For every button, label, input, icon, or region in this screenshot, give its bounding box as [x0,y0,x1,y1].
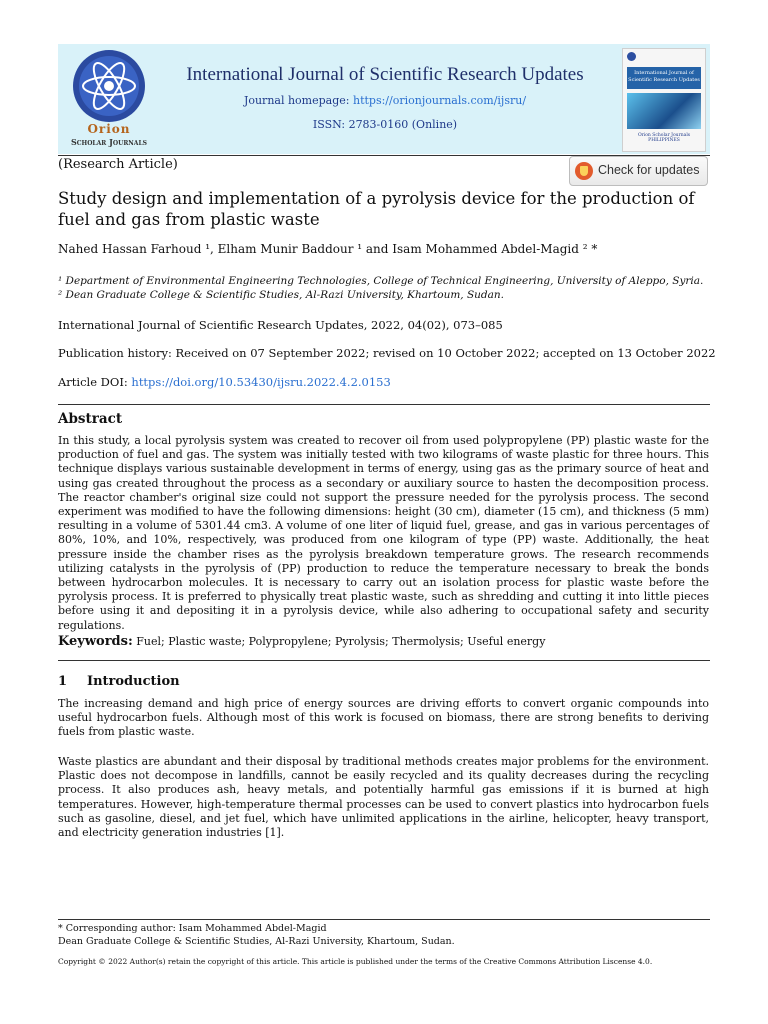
copyright-notice: Copyright © 2022 Author(s) retain the copyright of this article. This article is published under the terms of the Creative Commons Attribution Liscense 4.0. [58,957,653,966]
affiliation-2: ² Dean Graduate College & Scientific Studies, Al-Razi University, Khartoum, Sudan. [58,289,504,301]
check-for-updates-label: Check for updates [598,163,700,177]
author-list: Nahed Hassan Farhoud ¹, Elham Munir Baddour ¹ and Isam Mohammed Abdel-Magid ² * [58,242,598,256]
homepage-label: Journal homepage: [243,94,353,107]
orion-atom-icon [71,48,147,124]
crossmark-icon [575,162,593,180]
corresponding-author-affiliation: Dean Graduate College & Scientific Studies, Al-Razi University, Khartoum, Sudan. [58,936,455,947]
abstract-text: In this study, a local pyrolysis system was created to recover oil from used polypropylene (PP) plastic waste for the production of fuel and gas. The system was initially tested with two kilograms of waste plastic for three hours. This technique displays various sustainable development in terms of energy, using gas as the primary source of heat and using gas created throughout the process as a secondary or auxiliary source to hasten the decomposition process. The reactor chamber's original size could not support the pressure needed for the pyrolysis process. The second experiment was modified to have the following dimensions: height (30 cm), diameter (15 cm), and thickness (5 mm) resulting in a volume of 5301.44 cm3. A volume of one liter of liquid fuel, grease, and gas in various percentages of 80%, 10%, and 10%, respectively, was produced from one kilogram of type (PP) waste. Additionally, the heat pressure inside the chamber rises as the pyrolysis breakdown temperature grows. The research recommends utilizing catalysts in the pyrolysis of (PP) production to reduce the temperature necessary to break the bonds between hydrocarbon molecules. It is necessary to carry out an isolation process for plastic waste before the pyrolysis process. It is preferred to physically treat plastic waste, such as shredding and cutting it into little pieces before using it and depositing it in a pyrolysis device, while also adhering to occupational safety and security regulations. [58,434,709,632]
journal-cover [622,48,706,152]
abstract-heading: Abstract [58,411,123,427]
article-type: (Research Article) [58,157,178,172]
cover-image [627,93,701,129]
introduction-paragraph-1: The increasing demand and high price of energy sources are driving efforts to convert organic compounds into useful hydrocarbon fuels. Although most of this work is focused on biomass, there are strong benefits to deriving fuels from plastic waste. [58,697,709,739]
affiliation-1: ¹ Department of Environmental Engineering Technologies, College of Technical Engineering, University of Aleppo, Syria. [58,275,704,287]
keywords [58,634,545,649]
footnote-divider [58,919,710,920]
cover-title: International Journal of Scientific Research Updates [627,67,701,89]
cover-seal-icon [627,52,636,61]
corresponding-author: * Corresponding author: Isam Mohammed Abdel-Magid [58,923,327,934]
section-title: Introduction [87,674,180,689]
keywords-label: Keywords: [58,634,133,649]
publisher-logo [66,48,152,148]
article-title: Study design and implementation of a pyrolysis device for the production of fuel and gas from plastic waste [58,189,695,229]
keywords-list: Fuel; Plastic waste; Polypropylene; Pyrolysis; Thermolysis; Useful energy [132,635,546,648]
article-doi [58,375,391,389]
doi-link[interactable]: https://doi.org/10.53430/ijsru.2022.4.2.0153 [131,375,391,389]
journal-title: International Journal of Scientific Research Updates [186,64,584,85]
issn: ISSN: 2783-0160 (Online) [312,118,458,131]
section-number: 1 [58,674,68,689]
doi-label: Article DOI: [58,375,132,389]
introduction-paragraph-2: Waste plastics are abundant and their disposal by traditional methods creates major problems for the environment. Plastic does not decompose in landfills, cannot be easily recycled and its quality decreases during the recycling process. It also produces ash, heavy metals, and potentially harmful gas emissions if it is burned at high temperatures. However, high-temperature thermal processes can be used to convert plastics into hydrocarbon fuels such as gasoline, diesel, and jet fuel, which have unlimited applications in the airline, helicopter, heavy transport, and electricity generation industries [1]. [58,755,709,840]
abstract-divider-top [58,404,710,405]
cover-footer: Orion Scholar Journals PHILIPPINES [637,133,691,143]
publisher-subtitle: Scholar Journals [70,137,147,147]
journal-homepage [150,94,620,107]
publisher-name: Orion [87,122,131,136]
citation: International Journal of Scientific Research Updates, 2022, 04(02), 073–085 [58,318,503,332]
section-heading-introduction [58,674,180,689]
check-for-updates-button[interactable] [569,156,708,186]
homepage-link[interactable]: https://orionjournals.com/ijsru/ [352,94,527,107]
keywords-divider [58,660,710,661]
publication-history: Publication history: Received on 07 September 2022; revised on 10 October 2022; accepted on 13 October 2022 [58,346,716,360]
